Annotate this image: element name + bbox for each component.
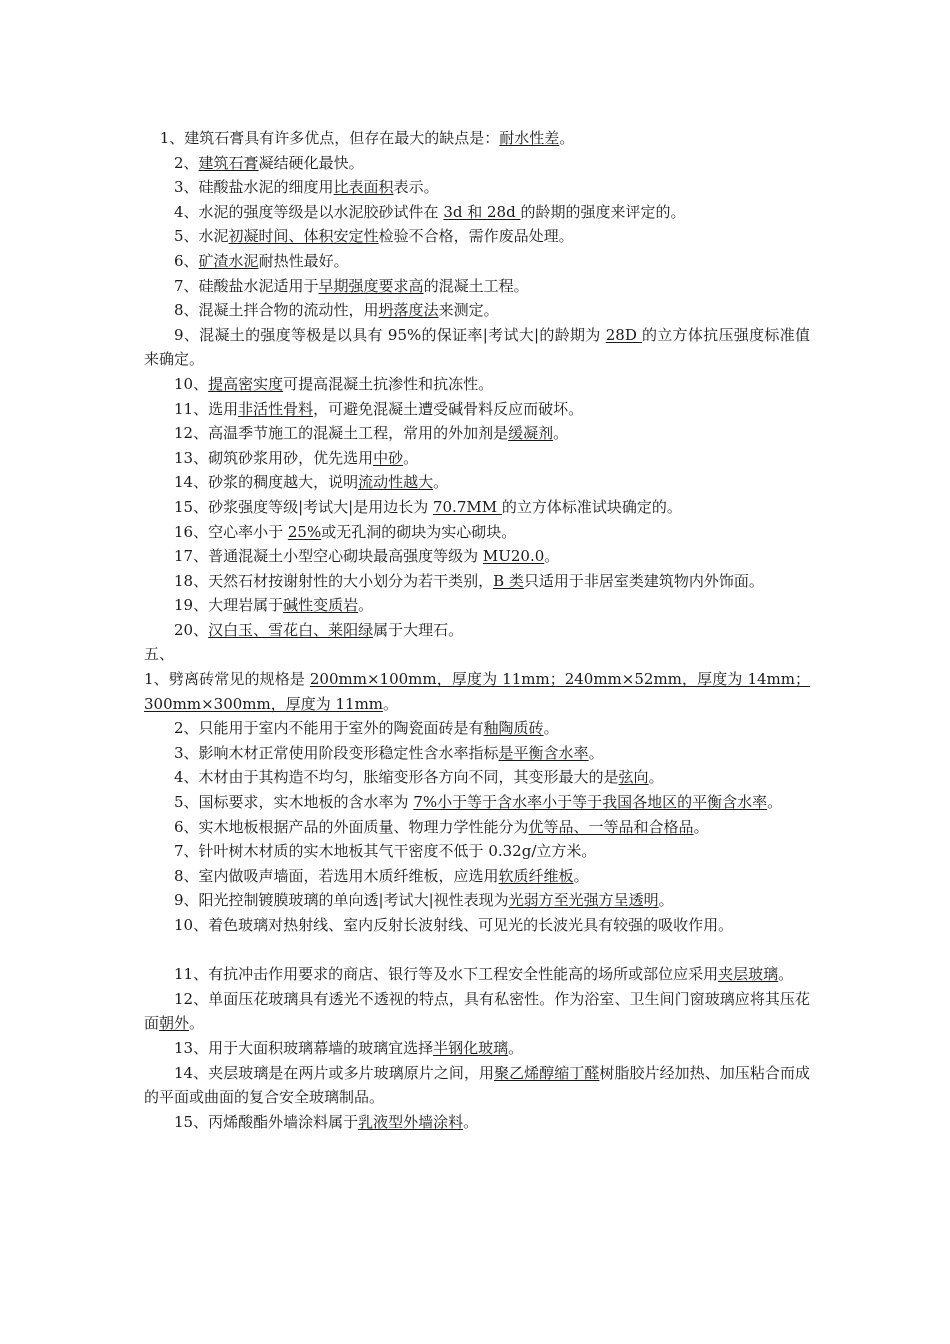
question-text: 表示。: [393, 178, 439, 197]
question-text: ，可避免混凝土遭受碱骨料反应而破坏。: [313, 399, 584, 418]
question-text: 16、空心率小于: [174, 522, 288, 541]
question-text: 。: [553, 424, 569, 443]
question-text: 耐热性最好。: [258, 251, 349, 270]
question-text: 只适用于非居室类建筑物内外饰面。: [523, 571, 764, 590]
answer-text: 釉陶质砖: [483, 719, 544, 738]
question-text: 8、混凝土拌合物的流动性，用: [174, 301, 379, 320]
document-page: [144, 126, 810, 1134]
question-item: [144, 249, 810, 274]
answer-text: 聚乙烯醇缩丁醛: [494, 1063, 600, 1082]
answer-text: 200mm×100mm，厚度为 11mm；240mm×52mm，厚度为 14mm；300mm×300mm，厚度为 11mm: [144, 670, 810, 713]
question-item: [144, 790, 810, 815]
question-item: [144, 200, 810, 225]
answer-text: 缓凝剂: [508, 424, 554, 443]
question-text: 3、影响木材正常使用阶段变形稳定性含水率指标: [174, 743, 499, 762]
question-item: [144, 1061, 810, 1110]
question-text: 11、有抗冲击作用要求的商店、银行等及水下工程安全性能高的场所或部位应采用: [174, 965, 719, 984]
question-text: 13、用于大面积玻璃幕墙的玻璃宜选择: [174, 1038, 434, 1057]
question-text: 。: [767, 793, 783, 812]
question-text: 1、建筑石膏具有许多优点，但存在最大的缺点是：: [159, 129, 500, 147]
answer-text: MU20.0: [482, 547, 545, 566]
question-item: [144, 618, 810, 643]
question-text: 或无孔洞的砌块为实心砌块。: [321, 522, 517, 541]
question-text: 19、大理岩属于: [174, 596, 284, 615]
question-text: 5、国标要求，实木地板的含水率为: [174, 793, 414, 812]
question-item: [144, 765, 810, 790]
answer-text: 早期强度要求高: [318, 276, 424, 295]
question-item: [144, 987, 810, 1036]
question-text: 。: [189, 1014, 205, 1033]
question-text: 7、针叶树木材质的实木地板其气干密度不低于 0.32g/立方米。: [174, 842, 597, 861]
question-text: 12、单面压花玻璃具有透光不透视的特点，具有私密性。作为浴室、卫生间门窗玻璃应将其压花面: [144, 989, 810, 1033]
answer-text: 25%: [287, 522, 322, 541]
answer-text: 建筑石膏: [198, 153, 259, 172]
question-text: 。: [648, 768, 664, 787]
answer-text: 弦向: [618, 768, 649, 787]
question-item: [144, 397, 810, 422]
question-item: [144, 421, 810, 446]
question-text: 的混凝土工程。: [423, 276, 529, 295]
question-item: [144, 544, 810, 569]
question-item: [144, 224, 810, 249]
question-text: 14、夹层玻璃是在两片或多片玻璃原片之间，用: [174, 1063, 495, 1082]
question-text: 。: [658, 891, 674, 910]
question-item: [144, 962, 810, 987]
question-item: [144, 323, 810, 372]
question-text: 凝结硬化最快。: [258, 153, 364, 172]
question-text: 15、丙烯酸酯外墙涂料属于: [174, 1112, 359, 1131]
question-item: [144, 593, 810, 618]
answer-text: 3d 和 28d: [443, 202, 521, 221]
question-item: [144, 446, 810, 471]
question-text: 3、硅酸盐水泥的细度用: [174, 178, 334, 197]
question-text: 。: [508, 1038, 524, 1057]
answer-text: 半钢化玻璃: [433, 1038, 509, 1057]
answer-text: 朝外: [159, 1014, 190, 1033]
question-item: [144, 126, 810, 151]
question-item: [144, 274, 810, 299]
answer-text: 7%小于等于含水率小于等于我国各地区的平衡含水率: [413, 793, 768, 812]
answer-text: B 类: [493, 571, 524, 590]
question-item: [144, 1110, 810, 1135]
question-item: [144, 888, 810, 913]
question-item: [144, 175, 810, 200]
question-item: [144, 864, 810, 889]
question-text: 检验不合格，需作废品处理。: [378, 227, 574, 246]
question-text: 4、水泥的强度等级是以水泥胶砂试件在: [174, 202, 444, 221]
answer-text: 光弱方至光强方呈透明: [508, 891, 659, 910]
answer-text: 流动性越大: [358, 473, 434, 492]
question-text: 13、砌筑砂浆用砂，优先选用: [174, 448, 374, 467]
answer-text: 夹层玻璃: [718, 965, 779, 984]
question-text: 。: [383, 694, 399, 713]
question-text: 17、普通混凝土小型空心砌块最高强度等级为: [174, 547, 483, 566]
answer-text: 汉白玉、雪花白、莱阳绿: [208, 620, 374, 639]
question-text: 来测定。: [438, 301, 499, 320]
question-text: 。: [543, 719, 559, 738]
answer-text: 坍落度法: [378, 301, 439, 320]
question-item: [144, 495, 810, 520]
question-text: 的龄期的强度来评定的。: [520, 202, 686, 221]
question-text: 1、劈离砖常见的规格是: [144, 670, 310, 689]
question-text: 。: [544, 547, 560, 566]
answer-text: 耐水性差: [499, 129, 560, 147]
answer-text: 矿渣水泥: [198, 251, 259, 270]
question-text: 树脂胶片经加热、加压粘合而成的平面或曲面的复合安全玻璃制品。: [144, 1063, 810, 1107]
question-text: 五、: [144, 645, 175, 664]
question-item: [144, 815, 810, 840]
answer-text: 非活性骨料: [238, 399, 314, 418]
question-text: 10、: [174, 374, 209, 393]
question-text: 12、高温季节施工的混凝土工程，常用的外加剂是: [174, 424, 509, 443]
question-text: 。: [573, 866, 589, 885]
question-text: 6、: [174, 251, 199, 270]
question-text: 属于大理石。: [373, 620, 464, 639]
question-text: 6、实木地板根据产品的外面质量、物理力学性能分为: [174, 817, 529, 836]
question-item: [144, 741, 810, 766]
question-text: 。: [588, 743, 604, 762]
question-item: [144, 520, 810, 545]
question-item: [144, 298, 810, 323]
answer-text: 初凝时间、体积安定性: [228, 227, 379, 246]
question-item: [144, 913, 810, 938]
answer-text: 乳液型外墙涂料: [358, 1112, 464, 1131]
question-item: [144, 151, 810, 176]
question-text: 5、水泥: [174, 227, 229, 246]
question-item: [144, 569, 810, 594]
question-text: 11、选用: [174, 399, 239, 418]
question-text: 。: [693, 817, 709, 836]
question-item: [144, 716, 810, 741]
answer-text: 提高密实度: [208, 374, 284, 393]
question-text: 9、阳光控制镀膜玻璃的单向透|考试大|视性表现为: [174, 891, 509, 910]
question-text: 2、: [174, 153, 199, 172]
question-text: 7、硅酸盐水泥适用于: [174, 276, 319, 295]
answer-text: 软质纤维板: [498, 866, 574, 885]
answer-text: 优等品、一等品和合格品: [528, 817, 694, 836]
question-text: 4、木材由于其构造不均匀，胀缩变形各方向不同，其变形最大的是: [174, 768, 619, 787]
answer-text: 是平衡含水率: [498, 743, 589, 762]
question-text: 15、砂浆强度等级|考试大|是用边长为: [174, 497, 433, 516]
question-text: 18、天然石材按谢射性的大小划分为若干类别，: [174, 571, 494, 590]
question-text: 2、只能用于室内不能用于室外的陶瓷面砖是有: [174, 719, 484, 738]
question-text: 。: [559, 129, 575, 147]
question-text: 14、砂浆的稠度越大，说明: [174, 473, 359, 492]
question-text: 10、着色玻璃对热射线、室内反射长波射线、可见光的长波光具有较强的吸收作用。: [174, 916, 734, 934]
answer-text: 碱性变质岩: [283, 596, 359, 615]
question-text: 。: [358, 596, 374, 615]
question-item: [144, 667, 810, 716]
section-heading: [144, 642, 810, 667]
question-text: 。: [403, 448, 419, 467]
question-item: [144, 372, 810, 397]
question-text: 。: [433, 473, 449, 492]
answer-text: 中砂: [373, 448, 404, 467]
question-text: 可提高混凝土抗渗性和抗冻性。: [283, 374, 494, 393]
question-text: 9、混凝土的强度等极是以具有 95%的保证率|考试大|的龄期为: [174, 325, 606, 344]
answer-text: 28D: [605, 325, 642, 344]
question-text: 。: [778, 965, 794, 984]
question-item: [144, 839, 810, 864]
question-text: 。: [463, 1112, 479, 1131]
answer-text: 比表面积: [333, 178, 394, 197]
question-item: [144, 470, 810, 495]
question-text: 8、室内做吸声墙面，若选用木质纤维板，应选用: [174, 866, 499, 885]
question-text: 的立方体标准试块确定的。: [501, 497, 682, 516]
question-text: 20、: [174, 620, 209, 639]
answer-text: 70.7MM: [432, 497, 502, 516]
question-text: 的立方体抗压强度标准值来确定。: [144, 325, 811, 369]
question-item: [144, 1036, 810, 1061]
